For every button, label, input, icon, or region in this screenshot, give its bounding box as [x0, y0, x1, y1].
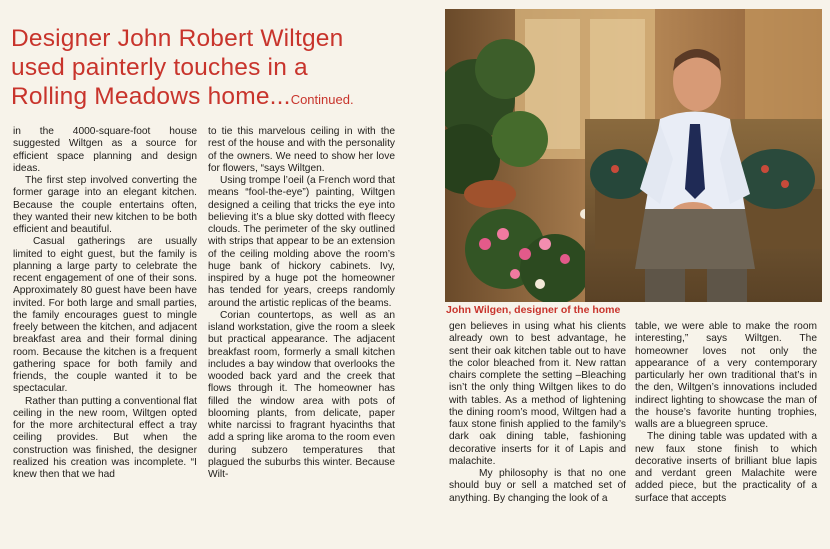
headline-line-1: Designer John Robert Wiltgen [11, 25, 344, 52]
headline-line-3-text: Rolling Meadows home... [11, 83, 291, 110]
paragraph: My philosophy is that no one should buy or sell a matched set of anything. By changing the look of a [449, 468, 626, 504]
headline-line-3 [11, 82, 411, 114]
article-column-1 [13, 126, 197, 481]
photo-portrait-icon [445, 9, 822, 302]
designer-photo [445, 9, 822, 302]
paragraph: The first step involved converting the former garage into an elegant kitchen. Because the couple entertains often, they wanted their new kitchen to be both efficient and beautiful. [13, 175, 197, 235]
paragraph: Rather than putting a conventional flat ceiling in the new room, Wiltgen opted for the more architectural effect a tray ceiling provides. But when the construction was finished, the designer realized his creation was incomplete. “I knew then that we had [13, 395, 197, 480]
article-column-4 [635, 321, 817, 505]
continued-label: Continued. [290, 92, 354, 107]
paragraph: in the 4000-square-foot house suggested Wiltgen as a source for efficient space planning and design ideas. [13, 126, 197, 174]
article-column-2 [208, 126, 395, 481]
paragraph: gen believes in using what his clients already own to best advantage, he sent their oak kitchen table out to have the color bleached from it. New rattan chairs complete the setting –Bleaching isn’t the only thing Wiltgen likes to do with tables. As a method of lightening the dining room’s mood, Wiltgen had a faux stone finish applied to the family’s dark oak dining table, fashioning decorative inserts for it of Lapis and malachite. [449, 321, 626, 467]
photo-caption: John Wilgen, designer of the home [446, 304, 621, 316]
paragraph: The dining table was updated with a new faux stone finish to which decorative inserts of brilliant blue lapis and verdant green Malachite were added piece, but the practicality of a surface that accepts [635, 431, 817, 504]
headline [11, 24, 411, 114]
paragraph: Corian countertops, as well as an island workstation, give the room a sleek but practical appearance. The adjacent breakfast room, formerly a small kitchen includes a bay window that overlooks the wooded back yard and the creek that flows through it. The homeowner has filled the window area with pots of blooming plants, from delicate, paper white narcissi to fragrant hyacinths that add a spring like aroma to the room even during subzero temperatures that plagued the suburbs this winter. Because Wilt- [208, 309, 395, 480]
paragraph: table, we were able to make the room interesting,” says Wiltgen. The homeowner loves not only the appearance of a very contemporary particularly her own traditional that’s in the den, Wiltgen’s innovations included indirect lighting to showcase the man of the house’s favorite hunting trophies, walls are a bluegreen spruce. [635, 321, 817, 430]
paragraph: Casual gatherings are usually limited to eight guest, but the family is planning a large party to celebrate the recent engagement of one of their sons. Approximately 80 guest have been have invited. For both large and small parties, the family encourages guest to mingle freely between the kitchen, and adjacent breakfast area and their formal dining room. Because the kitchen is a frequent gathering space for both family and friends, the couple wanted it to be spectacular. [13, 236, 197, 395]
article-column-3 [449, 321, 626, 505]
paragraph: Using trompe l’oeil (a French word that means “fool-the-eye”) painting, Wiltgen designed a ceiling that tricks the eye into believing it’s a blue sky dotted with fleecy clouds. The perimeter of the sky outlined with strips that appear to be an extension of the ceiling molding above the room’s huge bank of hickory cabinets. Ivy, inspired by a huge pot the homeowner has tended for years, creeps randomly around the artistic replicas of the beams. [208, 175, 395, 309]
paragraph: to tie this marvelous ceiling in with the rest of the house and with the personality of the owners. We need to show her love for flowers, “says Wiltgen. [208, 126, 395, 174]
headline-line-2: used painterly touches in a [11, 54, 308, 81]
